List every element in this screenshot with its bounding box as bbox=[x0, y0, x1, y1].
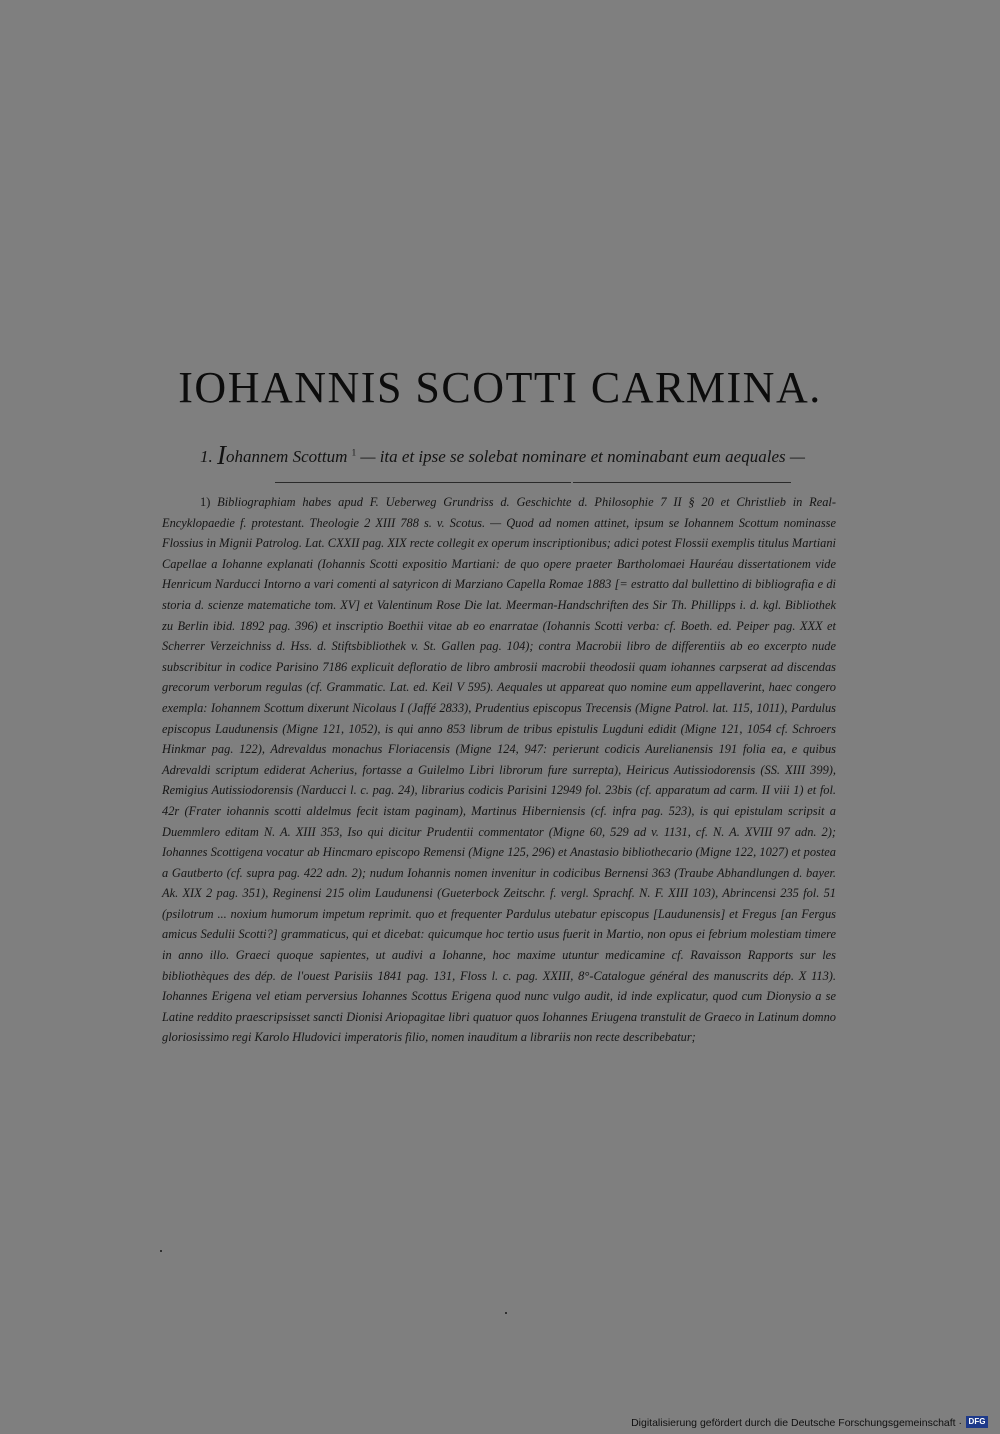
scan-speck bbox=[160, 1250, 162, 1252]
footnote-block bbox=[162, 492, 836, 1048]
intro-rest: — ita et ipse se solebat nominare et nominabant eum aequales — bbox=[356, 447, 805, 466]
poem-number: 1. bbox=[200, 447, 213, 466]
footnote-text: Bibliographiam habes apud F. Ueberweg Grundriss d. Geschichte d. Philosophie 7 II § 20 et Christlieb in Real-Encyklopaedie f. protestant. Theologie 2 XIII 788 s. v. Scotus. — Quod ad nomen attinet, ipsum se Iohannem Scottum nominasse Flossius in Mignii Patrolog. Lat. CXXII pag. XIX recte collegit ex operum inscriptionibus; adici potest Flossii exemplis titulus Martiani Capellae a Iohanne explanati (Iohannis Scotti expositio Martiani: de quo opere praeter Bartholomaei Hauréau dissertationem vide Henricum Narducci Intorno a vari comenti al satyricon di Marziano Capella Romae 1883 [= estratto dal bullettino di bibliografia e di storia d. scienze matematiche tom. XV] et Valentinum Rose Die lat. Meerman-Handschriften des Sir Th. Phillipps i. d. kgl. Bibliothek zu Berlin ibid. 1892 pag. 396) et inscriptio Boethii vitae ab eo enarratae (Iohannis Scotti verba: cf. Boeth. ed. Peiper pag. XXX et Scherrer Verzeichniss d. Hss. d. Stiftsbibliothek v. St. Gallen pag. 104); contra Macrobii libro de differentiis ab eo excerpto nude subscribitur in codice Parisino 7186 explicuit defloratio de libro ambrosii macrobii theodosii quam iohannes carpserat ad discendas grecorum verborum regulas (cf. Grammatic. Lat. ed. Keil V 595). Aequales ut appareat quo nomine eum appellaverint, haec congero exempla: Iohannem Scottum dixerunt Nicolaus I (Jaffé 2833), Prudentius episcopus Trecensis (Migne Patrol. lat. 115, 1011), Pardulus episcopus Laudunensis (Migne 121, 1052), is qui anno 853 librum de tribus epistulis Lugduni edidit (Migne 121, 1054 cf. Schroers Hinkmar pag. 122), Adrevaldus monachus Floriacensis (Migne 124, 947: perierunt codicis Aurelianensis 191 folia ea, e quibus Adrevaldi scriptum ediderat Acherius, fortasse a Guilelmo Libri librorum fure surrepta), Heiricus Autissiodorensis (SS. XIII 399), Remigius Autissiodorensis (Narducci l. c. pag. 24), librarius codicis Parisini 12949 fol. 23bis (cf. apparatum ad carm. II viii 1) et fol. 42r (Frater iohannis scotti aldelmus fecit istam paginam), Martinus Hiberniensis (cf. infra pag. 523), is qui epistulam scripsit a Duemmlero editam N. A. XIII 353, Iso qui dicitur Prudentii commentator (Migne 60, 529 ad v. 1131, cf. N. A. XVIII 97 adn. 2); Iohannes Scottigena vocatur ab Hincmaro episcopo Remensi (Migne 125, 296) et Anastasio bibliothecario (Migne 122, 1027) et postea a Gautberto (cf. supra pag. 422 adn. 2); nudum Iohannis nomen invenitur in codicibus Bernensi 363 (Traube Abhandlungen d. bayer. Ak. XIX 2 pag. 351), Reginensi 215 olim Laudunensi (Gueterbock Zeitschr. f. vergl. Sprachf. N. F. XIII 103), Abrincensi 235 fol. 51 (psilotrum ... noxium humorum impetum reprimit. quo et frequenter Pardulus utebatur episcopus [Laudunensis] et Fregus [an Fergus amicus Sedulii Scotti?] grammaticus, qui et dicebat: quicumque hoc tertio usus fuerit in Martio, non opus ei febrium molestiam timere in anno illo. Graeci quoque sapientes, ut audivi a Iohanne, hoc maxime utuntur medicamine cf. Ravaisson Rapports sur les bibliothèques des dép. de l'ouest Parisiis 1841 pag. 131, Floss l. c. pag. XXIII, 8°-Catalogue général des manuscrits dép. X 113). Iohannes Erigena vel etiam perversius Iohannes Scottus Erigena quod nunc vulgo audit, id inde explicatur, quod cum Dionysio a se Latine reddito praescripsisset sancti Dionisi Ariopagitae libri quatuor quos Iohannes Eriugena transtulit de Graeco in Latinum domno gloriosissimo regi Karolo Hludovici imperatoris filio, nomen inauditum a librariis non recte describebatur; bbox=[162, 495, 836, 1045]
dfg-logo: DFG bbox=[966, 1416, 988, 1428]
separator-rule-left bbox=[275, 482, 571, 483]
page-title: IOHANNIS SCOTTI CARMINA. bbox=[178, 363, 822, 412]
separator-rule-right bbox=[573, 482, 791, 483]
footnote-marker: 1) bbox=[200, 495, 211, 509]
intro-name: ohannem Scottum bbox=[226, 447, 348, 466]
digitization-credit: Digitalisierung gefördert durch die Deutsche Forschungsgemeinschaft · bbox=[631, 1417, 962, 1429]
scan-speck bbox=[505, 1312, 507, 1314]
footnote-reference: 1 bbox=[351, 447, 357, 458]
intro-line bbox=[200, 440, 805, 471]
drop-initial: I bbox=[217, 440, 226, 470]
